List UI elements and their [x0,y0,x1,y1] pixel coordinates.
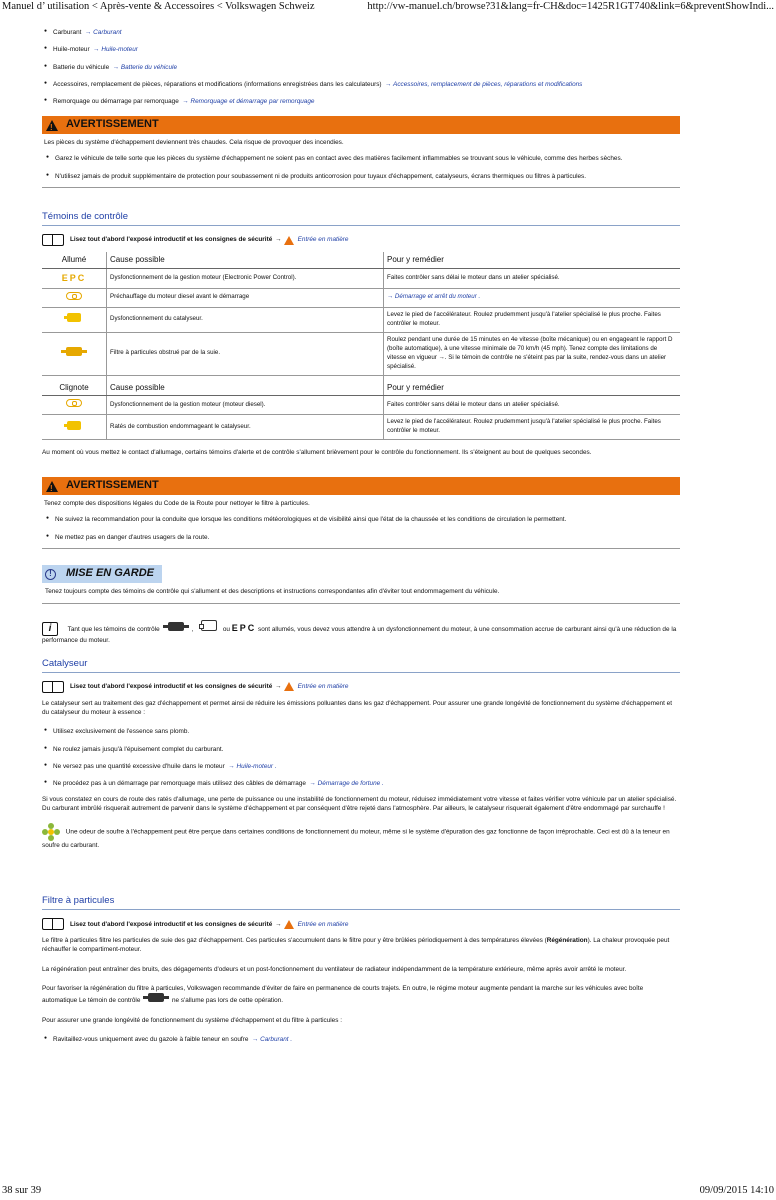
table-row: Filtre à particules obstrué par de la suie. Roulez pendant une durée de 15 minutes en 4e vitesse (boîte mécanique) ou en engageant le rapport D (boîte automatique), à une vitesse minimale de 70 km/h (45 mph). Tenez compte des limitations de vitesse en vigueur →. Si le témoin de contrôle ne s'éteint pas par la suite, rendez-vous dans un atelier spécialisé. [42,332,680,375]
table-header-row: Clignote Cause possible Pour y remédier [42,375,680,396]
epc-icon: EPC [61,272,87,283]
link-remorquage[interactable]: → Remorquage et démarrage par remorquage [182,98,315,106]
top-link-list [42,28,680,106]
link-carburant[interactable]: → Carburant [84,29,122,36]
paragraph: La régénération peut entraîner des bruits, des dégagements d'odeurs et un post-fonctionnement du ventilateur de radiateur indépendamment de la température extérieure, même après avoir arrêté le moteur. [42,965,627,973]
print-timestamp: 09/09/2015 14:10 [699,1185,774,1196]
warning-lights-table [42,252,680,440]
warning-header [42,116,680,134]
list-item: ● Ravitaillez-vous uniquement avec du gazole à faible teneur en soufre → Carburant . [42,1035,680,1044]
catalyst-icon [67,313,81,322]
paragraph: Pour assurer une grande longévité de fonctionnement du système d'échappement et du filtre à particules : [42,1016,342,1024]
paragraph: Au moment où vous mettez le contact d'allumage, certains témoins d'alerte et de contrôle s'allument brièvement pour le contrôle du fonctionnement. Ils s'éteignent au bout de quelques secondes. [42,449,592,457]
warning-header [42,477,680,495]
section-filtre [42,894,680,1044]
table-row: Ratés de combustion endommageant le catalyseur. Levez le pied de l'accélérateur. Roulez prudemment jusqu'à l'atelier spécialisé le plus proche. Faites contrôler le moteur. [42,415,680,440]
list-item: ● Ne suivez la recommandation pour la conduite que lorsque les conditions météorologiques et de visibilité ainsi que l'état de la chaussée et les conditions de circulation le permettent. [44,515,678,524]
link-batterie[interactable]: → Batterie du véhicule [112,63,177,71]
list-item: ● Ne roulez jamais jusqu'à l'épuisement complet du carburant. [42,745,680,754]
header-title: Manuel d’ utilisation < Après-vente & Accessoires < Volkswagen Schweiz [2,1,315,12]
list-item: ● Accessoires, remplacement de pièces, réparations et modifications (informations enregistrées dans les calculateurs) → Accessoires, remplacement de pièces, réparations et modifications [42,80,680,89]
paragraph: Pour favoriser la régénération du filtre à particules, Volkswagen recommande d'éviter de faire en permanence de courts trajets. En outre, le régime moteur augmente pendant la marche sur les véhicules avec boîte automatique Le témoin de contrôle ne s'allume pas lors de cette opération. [42,985,644,1005]
warning-body [42,495,680,549]
warning-box-exhaust [42,116,680,188]
particle-filter-icon [148,993,164,1002]
caution-body: Tenez toujours compte des témoins de contrôle qui s'allument et des descriptions et instructions correspondantes afin d'éviter tout endommagement du véhicule. [42,583,680,603]
paragraph: Le filtre à particules filtre les particules de suie des gaz d'échappement. Ces particules s'accumulent dans le filtre pour y être brûlées périodiquement à des températures élevées (Régénération). La chaleur provoquée peut réchauffer le compartiment-moteur. [42,937,670,954]
link-entree-en-matiere[interactable]: Entrée en matière [297,683,349,691]
section-catalyseur [42,657,680,850]
book-icon [42,681,64,693]
section-title: Catalyseur [42,657,680,673]
warning-title: AVERTISSEMENT [66,118,159,131]
list-item: ● Garez le véhicule de telle sorte que les pièces du système d'échappement ne soient pas en contact avec des matières facilement inflammables se trouvant sous le véhicule, comme des herbes sèches. [44,154,678,163]
paragraph: Si vous constatez en cours de route des ratés d'allumage, une perte de puissance ou une instabilité de fonctionnement du moteur, réduisez immédiatement votre vitesse et faites vérifier votre véhicule par un atelier spécialisé. Du carburant imbrûlé risquerait autrement de parvenir dans le système d'échappement et par conséquent d'être rejeté dans l'atmosphère. Par ailleurs, le catalyseur risquerait également d'être endommagé par surchauffe ! [42,795,677,812]
list-item: ● Huile-moteur → Huile-moteur [42,45,680,54]
particle-filter-icon [168,622,184,631]
book-icon [42,234,64,246]
table-row: Dysfonctionnement du catalyseur. Levez le pied de l'accélérateur. Roulez prudemment jusqu'à l'atelier spécialisé le plus proche. Faites contrôler le moteur. [42,307,680,332]
environment-flower-icon [42,823,60,841]
glow-plug-icon [66,399,82,407]
glow-plug-icon [66,292,82,300]
list-item: ● Utilisez exclusivement de l'essence sans plomb. [42,727,680,736]
info-icon: i [42,622,58,636]
table-header-row: Allumé Cause possible Pour y remédier [42,252,680,268]
warning-body [42,134,680,188]
table-row: EPC Dysfonctionnement de la gestion moteur (Electronic Power Control). Faites contrôler sans délai le moteur dans un atelier spécialisé. [42,268,680,288]
section-title: Témoins de contrôle [42,210,680,226]
link-demarrage-fortune[interactable]: → Démarrage de fortune . [309,780,384,788]
read-first-note: Lisez tout d'abord l'exposé introductif et les consignes de sécurité → Entrée en matière [42,918,680,930]
catalyst-icon [67,421,81,430]
link-huile-moteur[interactable]: → Huile-moteur . [228,762,277,770]
warning-icon [284,236,294,245]
link-huile-moteur[interactable]: → Huile-moteur [93,46,138,54]
link-demarrage-arret[interactable]: → Démarrage et arrêt du moteur . [387,293,481,301]
warning-box-filter [42,477,680,549]
table-row: Préchauffage du moteur diesel avant le démarrage → Démarrage et arrêt du moteur . [42,288,680,307]
warning-icon [46,481,58,492]
table-row: Dysfonctionnement de la gestion moteur (moteur diesel). Faites contrôler sans délai le moteur dans un atelier spécialisé. [42,396,680,415]
read-first-note: Lisez tout d'abord l'exposé introductif et les consignes de sécurité → Entrée en matière [42,681,680,693]
page-number: 38 sur 39 [2,1185,42,1196]
list-item: ● Ne procédez pas à un démarrage par remorquage mais utilisez des câbles de démarrage → Démarrage de fortune . [42,779,680,788]
list-item: ● Ne mettez pas en danger d'autres usagers de la route. [44,533,678,542]
info-note: i Tant que les témoins de contrôle , ou EPC sont allumés, vous devez vous attendre à un dysfonctionnement du moteur, à une consommation accrue de carburant ainsi qu'à une réduction de la performance du moteur. [42,620,680,646]
header-url: http://vw-manuel.ch/browse?31&lang=fr-CH&doc=1425R1GT740&link=6&preventShowIndi... [367,1,774,12]
list-item: ● Batterie du véhicule → Batterie du véhicule [42,63,680,72]
page-content [42,28,680,1044]
warning-icon [284,682,294,691]
list-item: ● Remorquage ou démarrage par remorquage → Remorquage et démarrage par remorquage [42,97,680,106]
page-footer [2,1185,774,1199]
list-item: ● Ne versez pas une quantité excessive d'huile dans le moteur → Huile-moteur . [42,762,680,771]
exclamation-circle-icon: ! [45,569,56,580]
link-carburant[interactable]: → Carburant . [251,1035,293,1043]
paragraph: Le catalyseur sert au traitement des gaz d'échappement et permet ainsi de réduire les émissions polluantes dans les gaz d'échappement. Pour assurer une grande longévité de fonctionnement du système d'échappement et du catalyseur du moteur à essence : [42,699,672,717]
catalyst-icon [201,620,217,631]
caution-header: ! MISE EN GARDE [42,565,162,583]
page-header [2,1,774,15]
caution-box [42,565,680,603]
warning-icon [46,120,58,131]
link-accessoires[interactable]: → Accessoires, remplacement de pièces, réparations et modifications [385,80,583,88]
link-entree-en-matiere[interactable]: Entrée en matière [297,920,349,928]
warning-icon [284,920,294,929]
link-entree-en-matiere[interactable]: Entrée en matière [297,236,349,244]
read-first-note: Lisez tout d'abord l'exposé introductif et les consignes de sécurité → Entrée en matière [42,234,680,246]
book-icon [42,918,64,930]
section-temoins [42,210,680,457]
environment-note: Une odeur de soufre à l'échappement peut être perçue dans certaines conditions de fonctionnement du moteur, même si le système d'épuration des gaz fonctionne de façon irréprochable. Ceci est dû à la teneur en soufre du carburant. [42,823,680,850]
warning-intro: Les pièces du système d'échappement deviennent très chaudes. Cela risque de provoquer des incendies. [44,139,344,147]
list-item: ● Carburant → Carburant [42,28,680,37]
section-title: Filtre à particules [42,894,680,910]
epc-icon: EPC [231,622,257,633]
particle-filter-icon [66,347,82,356]
warning-intro: Tenez compte des dispositions légales du Code de la Route pour nettoyer le filtre à particules. [44,500,310,508]
list-item: ● N'utilisez jamais de produit supplémentaire de protection pour soubassement ni de produits anticorrosion pour tuyaux d'échappement, catalyseurs, écrans thermiques ou filtres à particules. [44,172,678,181]
warning-title: AVERTISSEMENT [66,479,159,492]
